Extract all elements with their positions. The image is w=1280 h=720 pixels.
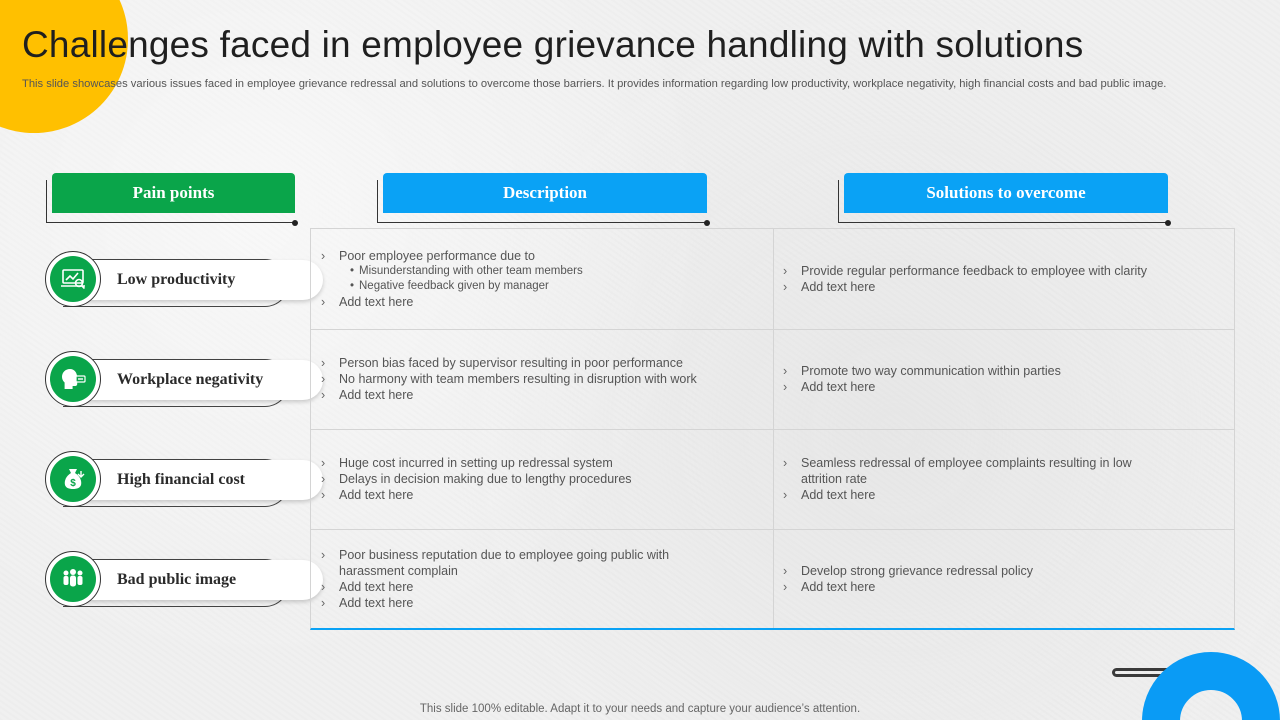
- solution-item: › Develop strong grievance redressal policy: [783, 563, 1223, 579]
- solution-item: › Seamless redressal of employee complaints resulting in low attrition rate: [783, 455, 1173, 487]
- pain-points-header: [52, 173, 295, 223]
- svg-text:$: $: [70, 478, 76, 489]
- description-cell: [321, 529, 701, 629]
- pain-point-high-financial-cost: [45, 451, 291, 509]
- description-cell: [321, 229, 761, 329]
- slide-subtitle: This slide showcases various issues faced in employee grievance redressal and solutions to overcome those barriers. It provides information regarding low productivity, workplace negativity, high financial costs and bad public image.: [22, 78, 1167, 90]
- pain-point-workplace-negativity: [45, 351, 291, 409]
- pain-point-label: High financial cost: [71, 460, 323, 500]
- description-item: › Poor employee performance due to: [321, 248, 761, 264]
- description-cell: [321, 429, 761, 529]
- description-subitem: • Misunderstanding with other team members: [321, 264, 761, 279]
- money-bag-icon: [50, 456, 96, 502]
- solution-item: › Add text here: [783, 379, 1223, 395]
- description-subitem: • Negative feedback given by manager: [321, 279, 761, 294]
- description-item: › Add text here: [321, 595, 701, 611]
- solution-cell: [783, 529, 1223, 629]
- description-item: › Huge cost incurred in setting up redressal system: [321, 455, 761, 471]
- solution-item: › Add text here: [783, 487, 1173, 503]
- description-item: › Add text here: [321, 387, 761, 403]
- solution-item: › Add text here: [783, 279, 1223, 295]
- description-header-label: Description: [383, 173, 707, 213]
- bracket-dot: [1165, 220, 1171, 226]
- slide-footer: This slide 100% editable. Adapt it to your needs and capture your audience’s attention.: [419, 703, 861, 715]
- slide-title: Challenges faced in employee grievance handling with solutions: [22, 24, 1084, 65]
- pain-points-header-label: Pain points: [52, 173, 295, 213]
- description-item: › Person bias faced by supervisor resulting in poor performance: [321, 355, 761, 371]
- yellow-circle-decoration: [0, 0, 128, 133]
- solution-item: › Provide regular performance feedback to employee with clarity: [783, 263, 1223, 279]
- pain-point-low-productivity: [45, 251, 291, 309]
- people-group-icon: [50, 556, 96, 602]
- solutions-header: [844, 173, 1168, 223]
- pain-point-label: Workplace negativity: [71, 360, 323, 400]
- pain-point-label: Bad public image: [71, 560, 323, 600]
- description-item: › Poor business reputation due to employee going public with harassment complain: [321, 547, 701, 579]
- description-cell: [321, 329, 761, 429]
- bracket-dot: [704, 220, 710, 226]
- description-item: › Add text here: [321, 487, 761, 503]
- solution-item: › Add text here: [783, 579, 1223, 595]
- laptop-graph-icon: [50, 256, 96, 302]
- icon-badge: [45, 451, 101, 507]
- solution-cell: [783, 229, 1223, 329]
- icon-badge: [45, 351, 101, 407]
- solution-item: › Promote two way communication within parties: [783, 363, 1223, 379]
- description-header: [383, 173, 707, 223]
- solutions-header-label: Solutions to overcome: [844, 173, 1168, 213]
- negative-mind-icon: [50, 356, 96, 402]
- bracket-dot: [292, 220, 298, 226]
- challenges-table: [310, 228, 1235, 630]
- description-item: › No harmony with team members resulting in disruption with work: [321, 371, 761, 387]
- description-item: › Add text here: [321, 579, 701, 595]
- description-item: › Delays in decision making due to lengthy procedures: [321, 471, 761, 487]
- pain-point-label: Low productivity: [71, 260, 323, 300]
- solution-cell: [783, 429, 1173, 529]
- solution-cell: [783, 329, 1223, 429]
- pain-point-bad-public-image: [45, 551, 291, 609]
- icon-badge: [45, 551, 101, 607]
- icon-badge: [45, 251, 101, 307]
- description-item: › Add text here: [321, 294, 761, 310]
